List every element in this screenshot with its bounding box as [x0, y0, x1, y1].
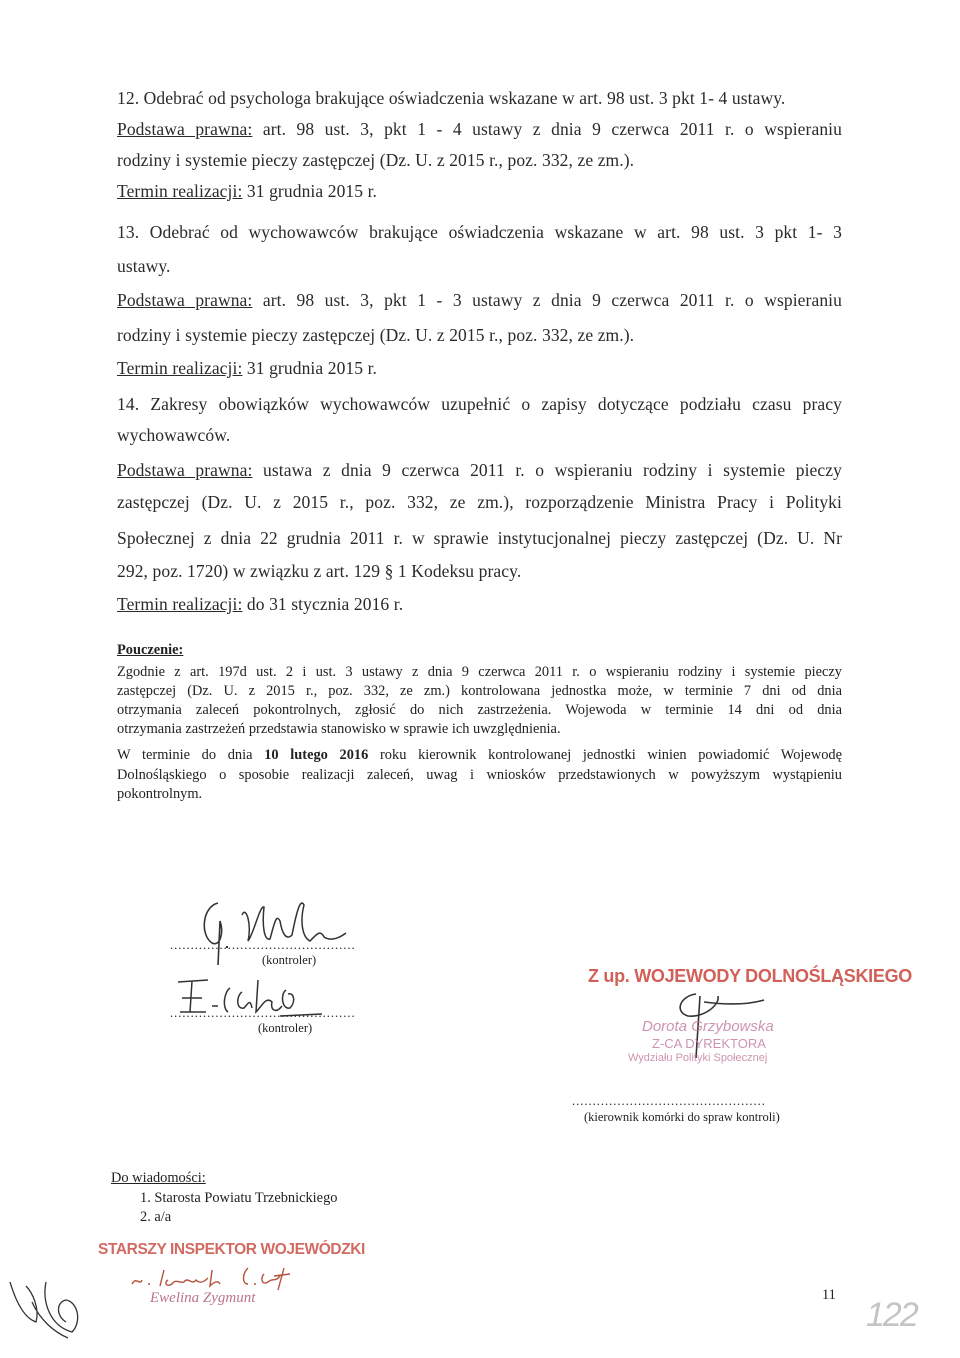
term-label: Termin realizacji:	[117, 181, 243, 201]
item-13-line1: 13. Odebrać od wychowawców brakujące oświadczenia wskazane w art. 98 ust. 3 pkt 1- 3	[117, 222, 842, 242]
item-12-line1: 12. Odebrać od psychologa brakujące oświadczenia wskazane w art. 98 ust. 3 pkt 1- 4 ustawy.	[117, 88, 786, 108]
distribution-heading: Do wiadomości:	[111, 1170, 206, 1186]
notice-line1: Zgodnie z art. 197d ust. 2 i ust. 3 ustawy z dnia 9 czerwca 2011 r. o wspieraniu rodziny i systemie pieczy	[117, 664, 842, 680]
stamp-authority: Z up. WOJEWODY DOLNOŚLĄSKIEGO	[588, 966, 912, 986]
stamp-title: Z-CA DYREKTORA	[652, 1036, 766, 1051]
basis-text: ustawa z dnia 9 czerwca 2011 r. o wspieraniu rodziny i systemie pieczy	[252, 460, 842, 480]
item-13-line2: ustawy.	[117, 256, 171, 276]
signature-dots-1: .............................................	[170, 938, 356, 952]
inspector-stamp: STARSZY INSPEKTOR WOJEWÓDZKI	[98, 1241, 365, 1258]
item-14-basis-line1	[117, 460, 842, 481]
basis-label: Podstawa prawna:	[117, 119, 253, 139]
signature-role-1: (kontroler)	[262, 953, 317, 967]
handwritten-note-inspector	[128, 1262, 318, 1292]
signature-dots-3: ...............................................	[572, 1094, 766, 1108]
handwritten-page-number: 122	[866, 1296, 917, 1334]
notice-heading: Pouczenie:	[117, 642, 184, 658]
item-14-line2: wychowawców.	[117, 425, 231, 445]
item-13-term	[117, 358, 377, 379]
basis-text: art. 98 ust. 3, pkt 1 - 3 ustawy z dnia 9 czerwca 2011 r. o wspieraniu	[252, 290, 842, 310]
item-13-basis-line1	[117, 290, 842, 311]
notice-line2: zastępczej (Dz. U. z 2015 r., poz. 332, ze zm.) kontrolowana jednostka może, w terminie 7 dni od dnia	[117, 683, 842, 699]
notice-p2-line1	[117, 747, 842, 764]
page-number: 11	[822, 1287, 836, 1303]
item-12-basis-line2: rodziny i systemie pieczy zastępczej (Dz. U. z 2015 r., poz. 332, ze zm.).	[117, 150, 635, 170]
notice-p2-part1: W terminie do dnia	[117, 747, 265, 763]
basis-label: Podstawa prawna:	[117, 460, 253, 480]
inspector-name: Ewelina Zygmunt	[150, 1290, 256, 1306]
item-14-basis-line2: zastępczej (Dz. U. z 2015 r., poz. 332, ze zm.), rozporządzenie Ministra Pracy i Polityki	[117, 492, 842, 512]
distribution-item-2: 2. a/a	[140, 1209, 172, 1225]
basis-text: art. 98 ust. 3, pkt 1 - 4 ustawy z dnia 9 czerwca 2011 r. o wspieraniu	[252, 119, 842, 139]
stamp-department: Wydziału Polityki Społecznej	[628, 1052, 768, 1064]
item-14-line1: 14. Zakresy obowiązków wychowawców uzupełnić o zapisy dotyczące podziału czasu pracy	[117, 394, 842, 414]
term-label: Termin realizacji:	[117, 358, 243, 378]
item-12-basis-line1	[117, 119, 842, 140]
item-14-basis-line4: 292, poz. 1720) w związku z art. 129 § 1 Kodeksu pracy.	[117, 561, 522, 581]
notice-p2-part2: roku kierownik kontrolowanej jednostki winien powiadomić Wojewodę	[368, 747, 842, 763]
item-12-term	[117, 181, 377, 202]
term-text: 31 grudnia 2015 r.	[242, 358, 378, 378]
notice-line3: otrzymania zaleceń pokontrolnych, zgłosić do nich zastrzeżenia. Wojewoda w terminie 14 dni od dnia	[117, 702, 842, 718]
term-text: 31 grudnia 2015 r.	[242, 181, 378, 201]
notice-p2-date: 10 lutego 2016	[264, 747, 369, 763]
handwritten-initials	[2, 1262, 94, 1354]
basis-label: Podstawa prawna:	[117, 290, 253, 310]
stamp-name: Dorota Grzybowska	[642, 1018, 774, 1035]
signature-role-2: (kontroler)	[258, 1021, 313, 1035]
notice-line4: otrzymania zastrzeżeń przedstawia stanowisko w sprawie ich uwzględnienia.	[117, 721, 561, 737]
distribution-item-1: 1. Starosta Powiatu Trzebnickiego	[140, 1190, 338, 1206]
signature-role-3: (kierownik komórki do spraw kontroli)	[584, 1110, 780, 1124]
term-text: do 31 stycznia 2016 r.	[242, 594, 404, 614]
item-13-basis-line2: rodziny i systemie pieczy zastępczej (Dz. U. z 2015 r., poz. 332, ze zm.).	[117, 325, 635, 345]
signature-dots-2: .............................................	[170, 1006, 356, 1020]
item-14-basis-line3: Społecznej z dnia 22 grudnia 2011 r. w sprawie instytucjonalnej pieczy zastępczej (Dz. U. Nr	[117, 528, 842, 548]
notice-p2-line2: Dolnośląskiego o sposobie realizacji zaleceń, uwag i wniosków przedstawionych w powyższym wystąpieniu	[117, 767, 842, 783]
notice-p2-line3: pokontrolnym.	[117, 786, 203, 802]
item-14-term	[117, 594, 403, 615]
term-label: Termin realizacji:	[117, 594, 243, 614]
